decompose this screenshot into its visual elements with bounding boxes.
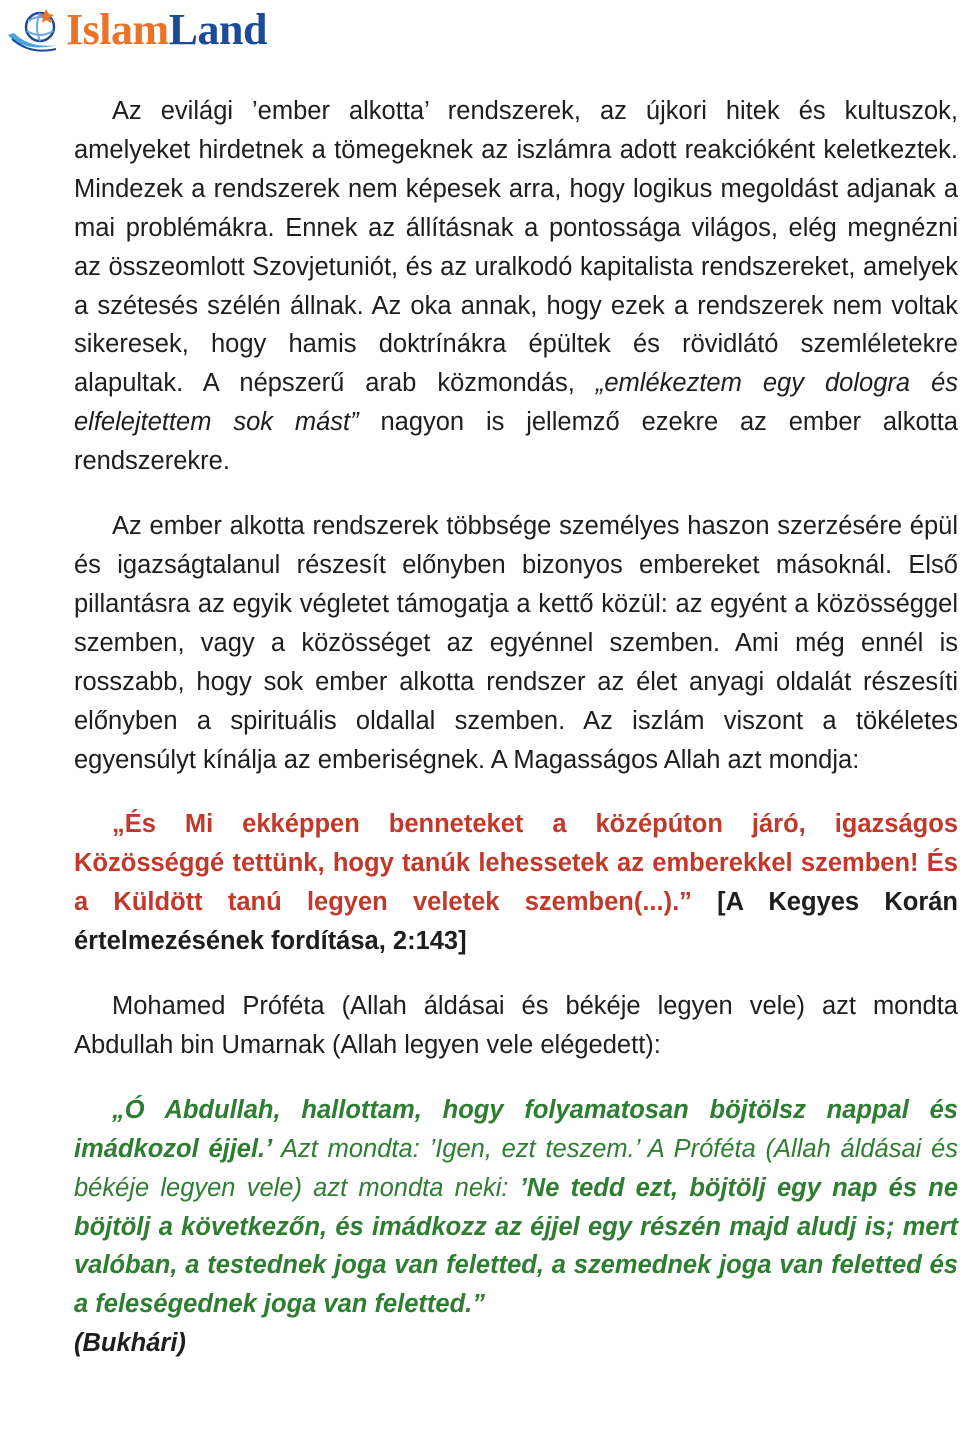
- hadith-source: (Bukhári): [74, 1329, 186, 1358]
- hadith-quote-c: ’Ne tedd ezt, böjtölj egy nap és ne böjtölj a következőn, és imádkozz az éjjel egy részén majd aludj is; mert valóban, a testednek joga van feletted, a szemednek joga van feletted és a feleségednek joga van feletted.”: [74, 1173, 959, 1319]
- paragraph-1-text-a: Az evilági ’ember alkotta’ rendszerek, az újkori hitek és kultuszok, amelyeket hirdetnek a tömegeknek az iszlámra adott reakcióként keletkeztek. Mindezek a rendszerek nem képesek arra, hogy logikus megoldást adjanak a mai problémákra. Ennek az állításnak a pontossága világos, elég megnézni az összeomlott Szovjetuniót, és az uralkodó kapitalista rendszereket, amelyek a szétesés szélén állnak. Az oka annak, hogy ezek a rendszerek nem voltak sikeresek, hogy hamis doktrínákra épültek és rövidlátó szemléletekre alapultak. A népszerű arab közmondás,: [74, 97, 958, 398]
- article-body: [74, 92, 958, 1363]
- paragraph-1-text-b: nagyon is jellemző ezekre az ember alkotta rendszerekre.: [74, 408, 958, 476]
- paragraph-2: Az ember alkotta rendszerek többsége személyes haszon szerzésére épül és igazságtalanul részesít előnyben bizonyos embereket másoknál. Első pillantásra az egyik végletet támogatja a kettő közül: az egyént a közösséggel szemben, vagy a közösséget az egyénnel szemben. Ami még ennél is rosszabb, hogy sok ember alkotta rendszer az élet anyagi oldalát részesíti előnyben a spirituális oldallal szemben. Az iszlám viszont a tökéletes egyensúlyt kínálja az emberiségnek. A Magasságos Allah azt mondja:: [74, 512, 958, 774]
- arab-proverb-quote: „emlékeztem egy dologra és elfelejtettem sok mást”: [74, 369, 958, 437]
- quran-verse-quote: „És Mi ekképpen benneteket a középúton járó, igazságos Közösséggé tettünk, hogy tanúk lehessetek az emberekkel szemben! És a Küldött tanú legyen veletek szemben(...).”: [74, 810, 958, 917]
- logo-word-islam: Islam: [66, 5, 169, 54]
- hadith-narration: Azt mondta: ’Igen, ezt teszem.’ A Próféta (Allah áldásai és békéje legyen vele) azt mondta neki:: [74, 1134, 959, 1202]
- paragraph-1: [74, 92, 958, 481]
- paragraph-4: Mohamed Próféta (Allah áldásai és békéje legyen vele) azt mondta Abdullah bin Umarnak (Allah legyen vele elégedett):: [74, 992, 958, 1059]
- quran-reference: [A Kegyes Korán értelmezésének fordítása, 2:143]: [74, 888, 959, 956]
- globe-swoosh-icon: [6, 5, 64, 55]
- hadith-quote-a: „Ó Abdullah, hallottam, hogy folyamatosan böjtölsz nappal és imádkozol éjjel.’: [74, 1095, 958, 1163]
- quran-quote-paragraph: [74, 805, 958, 961]
- site-logo[interactable]: [6, 2, 267, 58]
- logo-word-land: Land: [168, 5, 267, 54]
- logo-wordmark: [66, 2, 267, 58]
- hadith-paragraph: [74, 1091, 958, 1363]
